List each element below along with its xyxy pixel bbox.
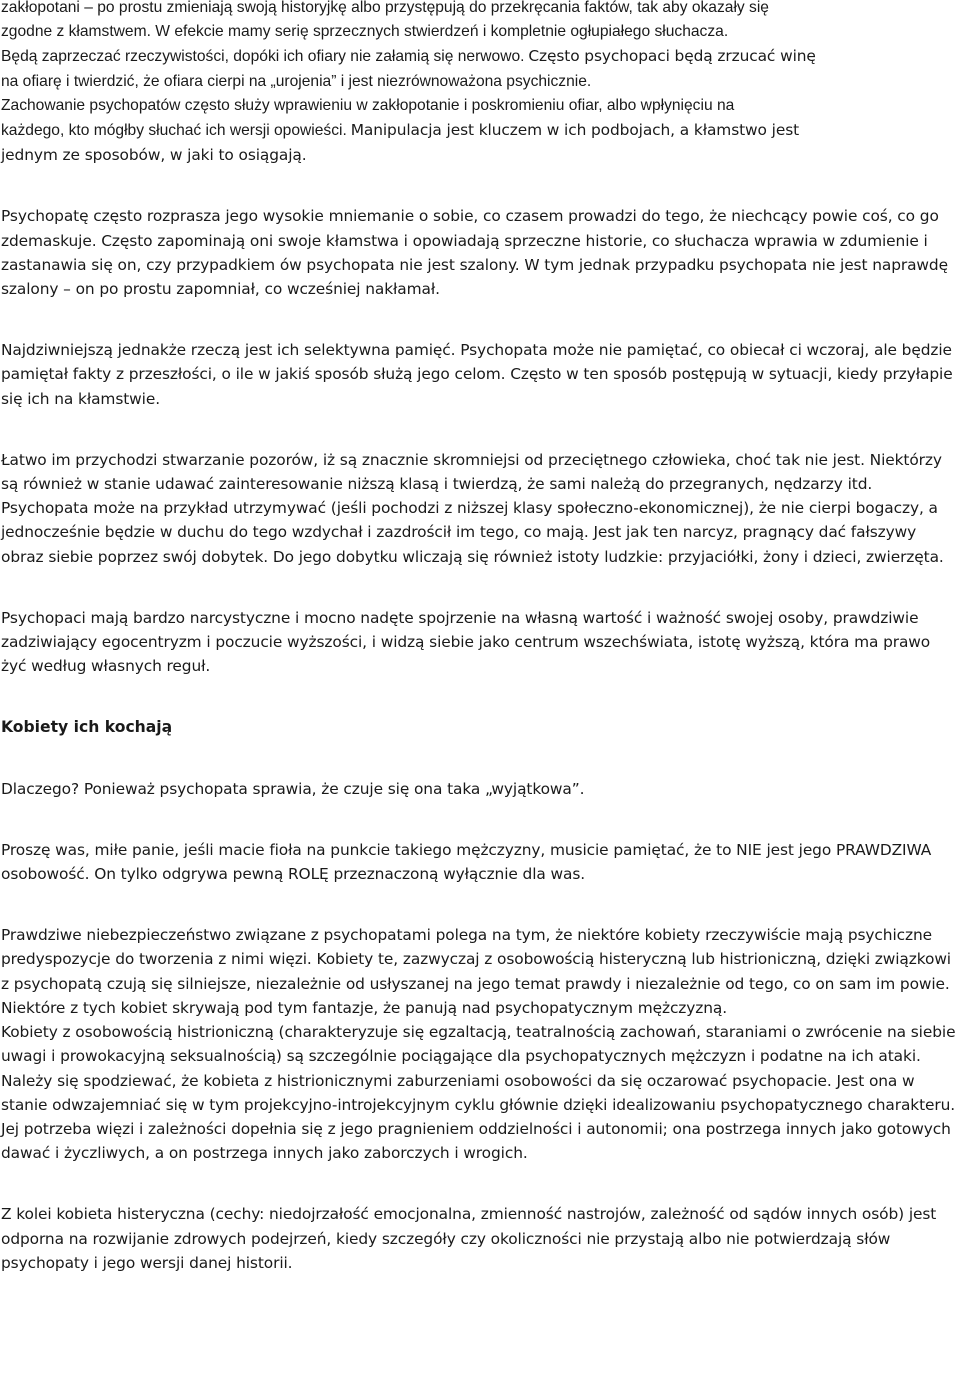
section-heading: Kobiety ich kochają — [1, 718, 173, 737]
paragraph-gap — [1, 167, 960, 204]
paragraph-gap — [1, 411, 960, 448]
paragraph: Psychopaci mają bardzo narcystyczne i mocno nadęte spojrzenie na własną wartość i ważność swojej osoby, prawdziwie zadziwiający egocentryzm i poczucie wyższości, i widzą siebie jako centrum wszechświata, istotę wyższą, która ma prawo żyć według własnych reguł. — [1, 608, 931, 676]
text-segment: Często psychopaci będą zrzucać winę — [528, 47, 816, 66]
paragraph: Z kolei kobieta histeryczna (cechy: niedojrzałość emocjonalna, zmienność nastrojów, zależność od sądów innych osób) jest odporna na rozwijanie zdrowych podejrzeń, kiedy szczegóły czy okoliczności nie przystają albo nie potwierdzają słów psychopaty i jego wersji danej historii. — [1, 1205, 937, 1272]
paragraph-gap — [1, 740, 960, 777]
paragraph: Psychopatę często rozprasza jego wysokie mniemanie o sobie, co czasem prowadzi do tego, że niechcący powie coś, co go zdemaskuje. Często zapominają oni swoje kłamstwa i opowiadają sprzeczne historie, co słuchacza wprawia w zdumienie i zastanawia się on, czy przypadkiem ów psychopata nie jest szalony. W tym jednak przypadku psychopata nie jest naprawdę szalony – on po prostu zapomniał, co wcześniej nakłamał. — [1, 207, 948, 299]
text-line — [1, 44, 960, 69]
text-segment: każdego, kto mógłby słuchać ich wersji opowieści. — [1, 122, 347, 140]
paragraph-gap — [1, 301, 960, 338]
text-line: Zachowanie psychopatów często służy wprawieniu w zakłopotanie i poskromieniu ofiar, albo wpłynięciu na — [1, 96, 735, 114]
text-segment: Manipulacja jest kluczem w ich podbojach, a kłamstwo jest — [350, 121, 800, 140]
paragraph: Najdziwniejszą jednakże rzeczą jest ich selektywna pamięć. Psychopata może nie pamiętać, co obiecał ci wczoraj, ale będzie pamiętał fakty z przeszłości, o ile w jakiś sposób służą jego celom. Często w ten sposób postępują w sytuacji, kiedy przyłapie się ich na kłamstwie. — [1, 341, 953, 408]
paragraph-gap — [1, 886, 960, 923]
paragraph: Dlaczego? Ponieważ psychopata sprawia, że czuje się ona taka „wyjątkowa”. — [1, 779, 585, 798]
paragraph: Proszę was, miłe panie, jeśli macie fioła na punkcie takiego mężczyzny, musicie pamiętać, że to NIE jest jego PRAWDZIWA osobowość. On tylko odgrywa pewną ROLĘ przeznaczoną wyłącznie dla was. — [1, 840, 932, 884]
paragraph-gap — [1, 569, 960, 606]
text-line — [1, 118, 960, 143]
text-line: na ofiarę i twierdzić, że ofiara cierpi na „urojenia” i jest niezrównoważona psychicznie. — [1, 72, 592, 90]
paragraph-gap — [1, 801, 960, 838]
text-segment: Będą zaprzeczać rzeczywistości, dopóki ich ofiary nie załamią się nerwowo. — [1, 48, 525, 66]
paragraph: Kobiety z osobowością histrioniczną (charakteryzuje się egzaltacją, teatralnością zachowań, staraniami o zwrócenie na siebie uwagi i prowokacyjną seksualnością) są szczególnie pociągające dla psychopatycznych mężczyzn i podatne na ich ataki. Należy się spodziewać, że kobieta z histrionicznymi zaburzeniami osobowości da się oczarować psychopacie. Jest ona w stanie odwzajemniać się w tym projekcyjno-introjekcyjnym cyklu głównie dzięki idealizowaniu psychopatycznego charakteru. Jej potrzeba więzi i zależności dopełnia się z jego pragnieniem oddzielności i autonomii; ona postrzega innych jako gotowych dawać i życzliwych, a on postrzega innych jako zaborczych i wrogich. — [1, 1023, 956, 1163]
paragraph-continuation — [1, 0, 960, 167]
paragraph-gap — [1, 678, 960, 715]
text-line: zgodne z kłamstwem. W efekcie mamy serię sprzecznych stwierdzeń i kompletnie ogłupiałego słuchacza. — [1, 23, 729, 41]
paragraph-gap — [1, 1165, 960, 1202]
text-line: jednym ze sposobów, w jaki to osiągają. — [1, 146, 307, 165]
text-line: zakłopotani – po prostu zmieniają swoją historyjkę albo przystępują do przekręcania faktów, tak aby okazały się — [1, 0, 769, 16]
paragraph: Prawdziwe niebezpieczeństwo związane z psychopatami polega na tym, że niektóre kobiety rzeczywiście mają psychiczne predyspozycje do tworzenia z nimi więzi. Kobiety te, zazwyczaj z osobowością histeryczną lub histrioniczną, dzięki związkowi z psychopatą czują się silniejsze, niezależnie od usłyszanej na jego temat prawdy i niezależnie od tego, co on sam im powie. Niektóre z tych kobiet skrywają pod tym fantazje, że panują nad psychopatycznym mężczyzną. — [1, 926, 951, 1017]
paragraph: Łatwo im przychodzi stwarzanie pozorów, iż są znacznie skromniejsi od przeciętnego człowieka, choć tak nie jest. Niektórzy są również w stanie udawać zainteresowanie niższą klasą i twierdzą, że sami należą do przegranych, nędzarzy itd. Psychopata może na przykład utrzymywać (jeśli pochodzi z niższej klasy społeczno-ekonomicznej), że nie cierpi bogaczy, a jednocześnie będzie w duchu do tego wzdychał i zazdrościł im tego, co mają. Jest jak ten narcyz, pragnący dać fałszywy obraz siebie poprzez swój dobytek. Do jego dobytku wliczają się również istoty ludzkie: przyjaciółki, żony i dzieci, zwierzęta. — [1, 450, 944, 566]
